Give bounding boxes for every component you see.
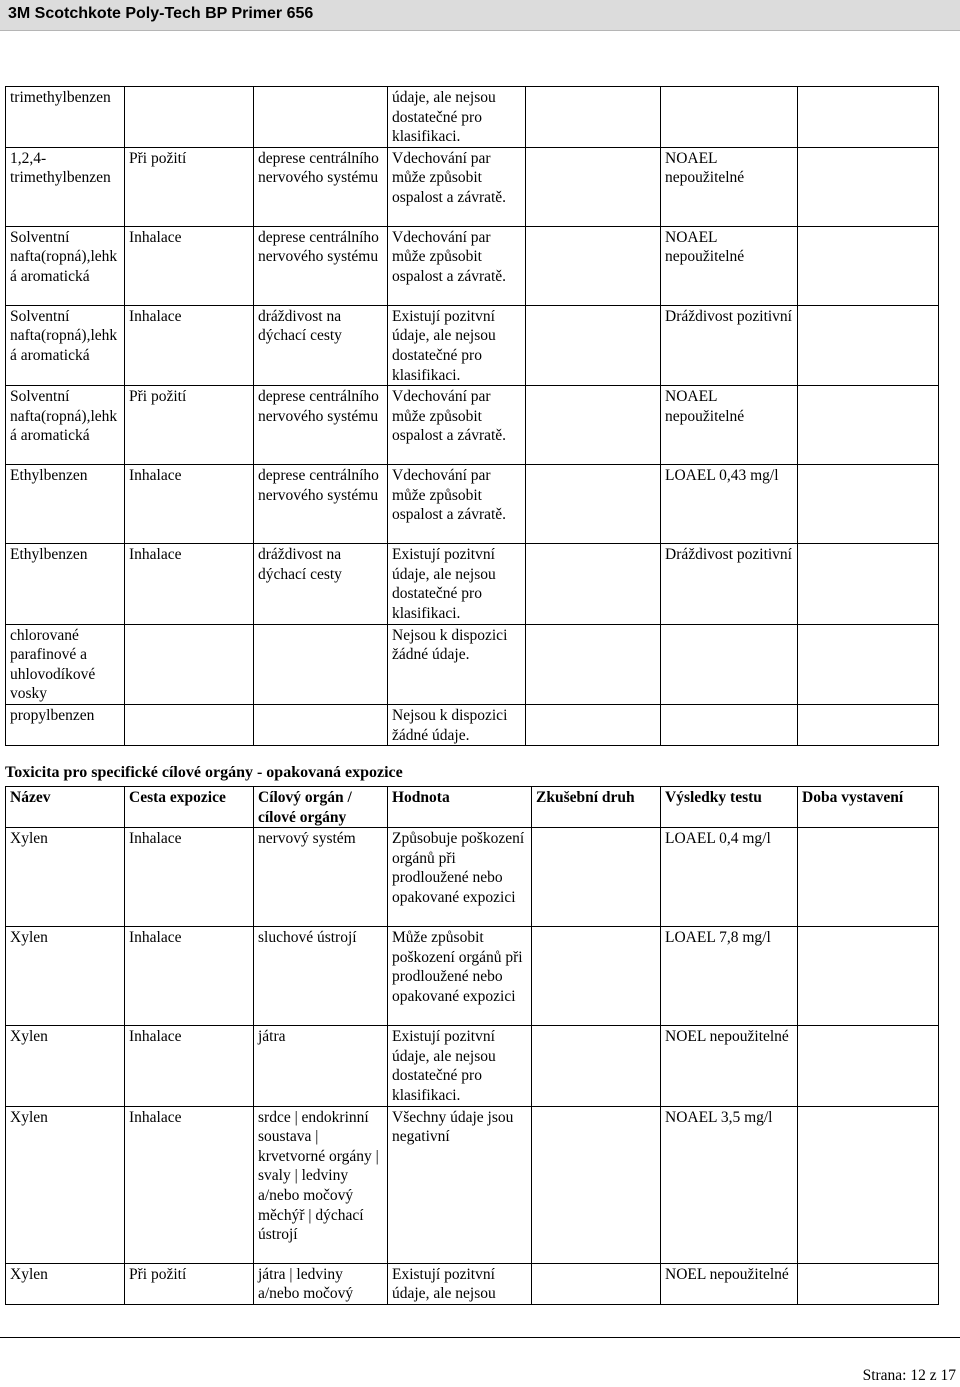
organ-cell: sluchové ústrojí	[254, 927, 388, 1026]
route-cell: Inhalace	[125, 1026, 254, 1106]
substance-cell: 1,2,4-trimethylbenzen	[6, 147, 125, 226]
time-cell	[798, 87, 939, 148]
organ-cell: játra | ledviny a/nebo močový	[254, 1263, 388, 1304]
time-cell	[798, 1026, 939, 1106]
species-cell	[526, 87, 661, 148]
substance-cell: Solventní nafta(ropná),lehká aromatická	[6, 226, 125, 305]
route-cell: Inhalace	[125, 305, 254, 385]
species-cell	[532, 927, 661, 1026]
section-title: Toxicita pro specifické cílové orgány - opakovaná expozice	[5, 764, 403, 781]
time-cell	[798, 1263, 939, 1304]
species-cell	[526, 305, 661, 385]
value-cell: údaje, ale nejsou dostatečné pro klasifikaci.	[388, 87, 526, 148]
column-header-route: Cesta expozice	[125, 787, 254, 828]
result-cell: NOEL nepoužitelné	[661, 1263, 798, 1304]
route-cell: Při požití	[125, 386, 254, 465]
table-row	[6, 544, 939, 624]
value-cell: Může způsobit poškození orgánů při prodloužené nebo opakované expozici	[388, 927, 532, 1026]
organ-cell	[254, 624, 388, 704]
organ-cell	[254, 704, 388, 745]
table-row	[6, 1026, 939, 1106]
organ-cell: nervový systém	[254, 828, 388, 927]
substance-cell: propylbenzen	[6, 704, 125, 745]
time-cell	[798, 544, 939, 624]
route-cell: Inhalace	[125, 1106, 254, 1263]
route-cell: Inhalace	[125, 927, 254, 1026]
route-cell: Inhalace	[125, 465, 254, 544]
result-cell: LOAEL 7,8 mg/l	[661, 927, 798, 1026]
page-number: Strana: 12 z 17	[862, 1367, 956, 1384]
value-cell: Způsobuje poškození orgánů při prodloužené nebo opakované expozici	[388, 828, 532, 927]
route-cell: Inhalace	[125, 544, 254, 624]
name-cell: Xylen	[6, 828, 125, 927]
route-cell: Inhalace	[125, 226, 254, 305]
time-cell	[798, 386, 939, 465]
time-cell	[798, 226, 939, 305]
value-cell: Nejsou k dispozici žádné údaje.	[388, 704, 526, 745]
substance-cell: Ethylbenzen	[6, 465, 125, 544]
route-cell: Při požití	[125, 147, 254, 226]
column-header-species: Zkušební druh	[532, 787, 661, 828]
route-cell: Inhalace	[125, 828, 254, 927]
name-cell: Xylen	[6, 1263, 125, 1304]
species-cell	[526, 465, 661, 544]
result-cell	[661, 624, 798, 704]
table-row	[6, 465, 939, 544]
name-cell: Xylen	[6, 1026, 125, 1106]
species-cell	[532, 1026, 661, 1106]
document-header	[0, 0, 960, 31]
time-cell	[798, 624, 939, 704]
document-title: 3M Scotchkote Poly-Tech BP Primer 656	[8, 5, 314, 22]
result-cell: NOAEL nepoužitelné	[661, 226, 798, 305]
time-cell	[798, 828, 939, 927]
time-cell	[798, 704, 939, 745]
result-cell: NOEL nepoužitelné	[661, 1026, 798, 1106]
table-row	[6, 1106, 939, 1263]
footer-divider	[0, 1337, 960, 1338]
table-row	[6, 305, 939, 385]
species-cell	[526, 704, 661, 745]
species-cell	[526, 386, 661, 465]
name-cell: Xylen	[6, 927, 125, 1026]
route-cell	[125, 87, 254, 148]
value-cell: Vdechování par může způsobit ospalost a závratě.	[388, 465, 526, 544]
organ-cell: dráždivost na dýchací cesty	[254, 305, 388, 385]
table-row	[6, 87, 939, 148]
value-cell: Všechny údaje jsou negativní	[388, 1106, 532, 1263]
species-cell	[532, 1263, 661, 1304]
organ-cell: deprese centrálního nervového systému	[254, 386, 388, 465]
species-cell	[526, 624, 661, 704]
species-cell	[526, 147, 661, 226]
route-cell	[125, 704, 254, 745]
column-header-organ: Cílový orgán / cílové orgány	[254, 787, 388, 828]
substance-cell: Solventní nafta(ropná),lehká aromatická	[6, 386, 125, 465]
column-header-value: Hodnota	[388, 787, 532, 828]
value-cell: Existují pozitvní údaje, ale nejsou dostatečné pro klasifikaci.	[388, 544, 526, 624]
substance-cell: trimethylbenzen	[6, 87, 125, 148]
organ-cell: deprese centrálního nervového systému	[254, 147, 388, 226]
column-header-name: Název	[6, 787, 125, 828]
result-cell: Dráždivost pozitivní	[661, 544, 798, 624]
time-cell	[798, 1106, 939, 1263]
species-cell	[532, 1106, 661, 1263]
result-cell: NOAEL nepoužitelné	[661, 386, 798, 465]
route-cell: Při požití	[125, 1263, 254, 1304]
table-row	[6, 1263, 939, 1304]
organ-cell: deprese centrálního nervového systému	[254, 465, 388, 544]
table-row	[6, 704, 939, 745]
value-cell: Nejsou k dispozici žádné údaje.	[388, 624, 526, 704]
repeated-exposure-table	[5, 786, 939, 1305]
result-cell: Dráždivost pozitivní	[661, 305, 798, 385]
substance-cell: Ethylbenzen	[6, 544, 125, 624]
organ-cell: játra	[254, 1026, 388, 1106]
organ-cell: deprese centrálního nervového systému	[254, 226, 388, 305]
table-row	[6, 226, 939, 305]
species-cell	[532, 828, 661, 927]
table-row	[6, 828, 939, 927]
species-cell	[526, 544, 661, 624]
result-cell: LOAEL 0,4 mg/l	[661, 828, 798, 927]
table-row	[6, 624, 939, 704]
value-cell: Vdechování par může způsobit ospalost a závratě.	[388, 226, 526, 305]
value-cell: Existují pozitvní údaje, ale nejsou dostatečné pro klasifikaci.	[388, 1026, 532, 1106]
result-cell: NOAEL nepoužitelné	[661, 147, 798, 226]
organ-cell: dráždivost na dýchací cesty	[254, 544, 388, 624]
result-cell	[661, 704, 798, 745]
substance-cell: Solventní nafta(ropná),lehká aromatická	[6, 305, 125, 385]
column-header-result: Výsledky testu	[661, 787, 798, 828]
route-cell	[125, 624, 254, 704]
value-cell: Vdechování par může způsobit ospalost a závratě.	[388, 386, 526, 465]
value-cell: Existují pozitvní údaje, ale nejsou dostatečné pro klasifikaci.	[388, 305, 526, 385]
organ-cell: srdce | endokrinní soustava | krvetvorné orgány | svaly | ledviny a/nebo močový měchýř | dýchací ústrojí	[254, 1106, 388, 1263]
result-cell	[661, 87, 798, 148]
table-header-row	[6, 787, 939, 828]
result-cell: NOAEL 3,5 mg/l	[661, 1106, 798, 1263]
table-row	[6, 927, 939, 1026]
substance-cell: chlorované parafinové a uhlovodíkové vosky	[6, 624, 125, 704]
table-row	[6, 386, 939, 465]
table-row	[6, 147, 939, 226]
time-cell	[798, 927, 939, 1026]
acute-exposure-table	[5, 86, 939, 746]
column-header-time: Doba vystavení	[798, 787, 939, 828]
time-cell	[798, 465, 939, 544]
result-cell: LOAEL 0,43 mg/l	[661, 465, 798, 544]
time-cell	[798, 147, 939, 226]
name-cell: Xylen	[6, 1106, 125, 1263]
time-cell	[798, 305, 939, 385]
species-cell	[526, 226, 661, 305]
value-cell: Existují pozitvní údaje, ale nejsou	[388, 1263, 532, 1304]
value-cell: Vdechování par může způsobit ospalost a závratě.	[388, 147, 526, 226]
organ-cell	[254, 87, 388, 148]
